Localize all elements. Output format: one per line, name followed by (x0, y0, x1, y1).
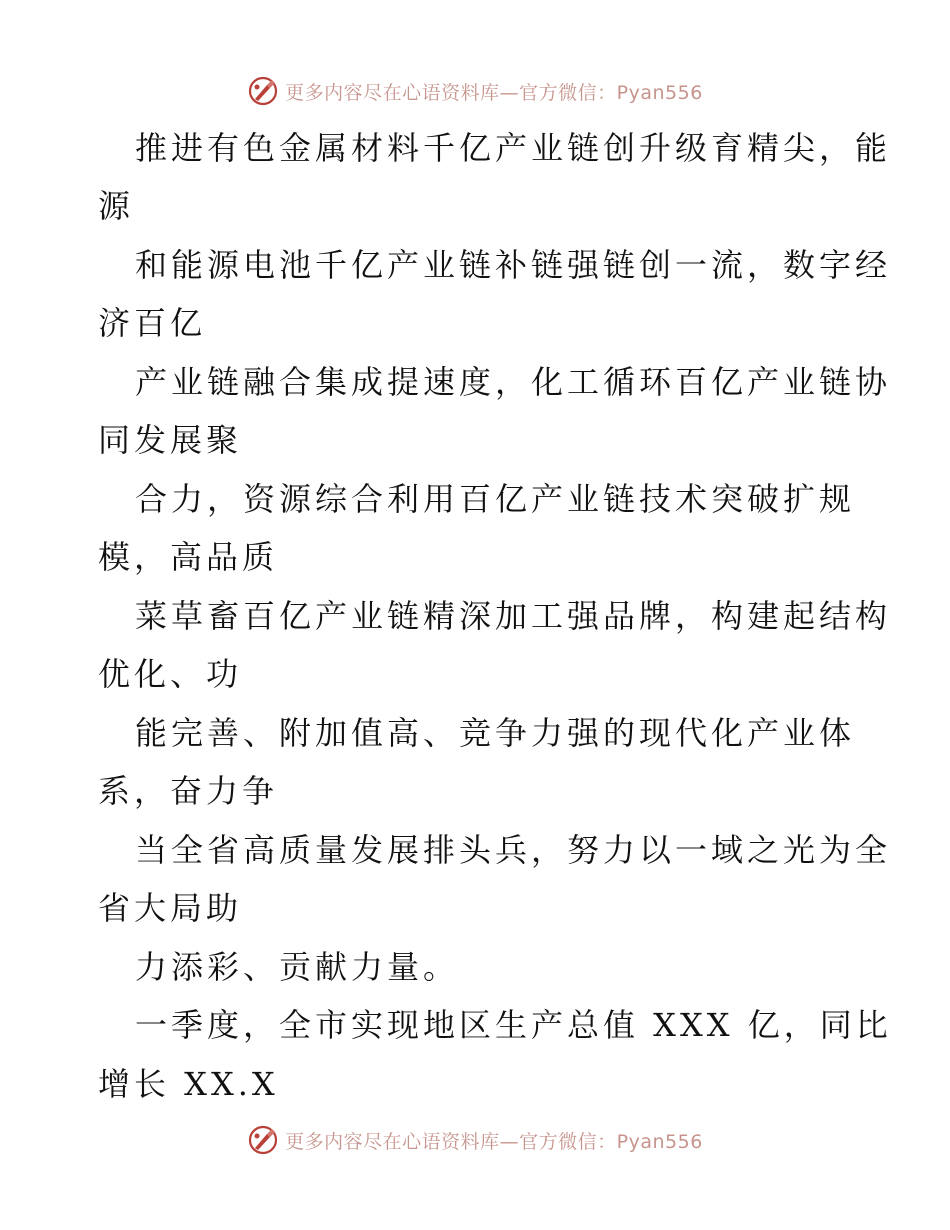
text-line: 产业链融合集成提速度，化工循环百亿产业链协 (135, 363, 892, 401)
text-line: 优化、功 (98, 655, 243, 693)
watermark-text: 更多内容尽在心语资料库—官方微信：Pyan556 (285, 1130, 703, 1153)
watermark-text: 更多内容尽在心语资料库—官方微信：Pyan556 (285, 81, 703, 104)
text-line: 省大局助 (98, 889, 243, 927)
text-line: 和能源电池千亿产业链补链强链创一流，数字经 (135, 246, 892, 284)
text-line: 济百亿 (98, 304, 207, 342)
pen-logo-icon (247, 75, 279, 107)
text-line: 源 (98, 187, 135, 225)
text-line: 系，奋力争 (98, 772, 279, 810)
header-watermark (0, 74, 950, 108)
text-line: 模，高品质 (98, 538, 279, 576)
text-line: 菜草畜百亿产业链精深加工强品牌，构建起结构 (135, 597, 892, 635)
text-line: 一季度，全市实现地区生产总值 XXX 亿，同比 (135, 1006, 892, 1044)
text-line: 力添彩、贡献力量。 (135, 948, 460, 986)
text-line: 能完善、附加值高、竞争力强的现代化产业体 (135, 714, 856, 752)
pen-logo-icon (247, 1124, 279, 1156)
text-line: 增长 XX.X (98, 1065, 279, 1103)
text-line: 同发展聚 (98, 421, 243, 459)
text-line: 推进有色金属材料千亿产业链创升级育精尖，能 (135, 129, 892, 167)
footer-watermark (0, 1123, 950, 1157)
text-line: 合力，资源综合利用百亿产业链技术突破扩规 (135, 480, 856, 518)
text-line: 当全省高质量发展排头兵，努力以一域之光为全 (135, 831, 892, 869)
